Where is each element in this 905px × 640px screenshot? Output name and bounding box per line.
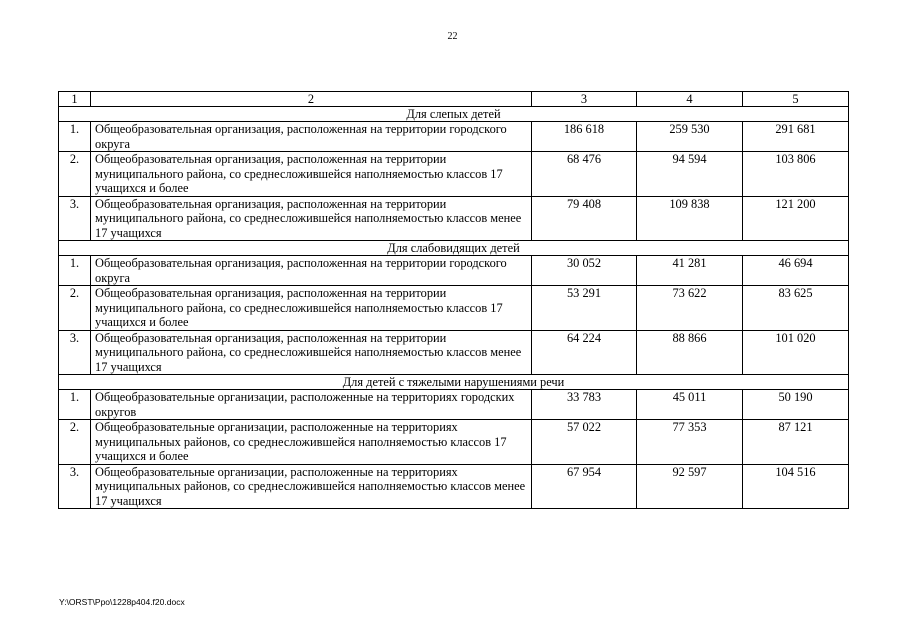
row-number: 2. (59, 420, 91, 465)
column-header: 3 (532, 92, 637, 107)
row-number: 1. (59, 390, 91, 420)
table-row (59, 196, 849, 241)
section-title: Для слабовидящих детей (59, 241, 849, 256)
page-number: 22 (447, 31, 458, 42)
column-header: 4 (637, 92, 743, 107)
row-value-col5: 50 190 (743, 390, 849, 420)
row-description: Общеобразовательные организации, расположенные на территориях муниципальных районов, со среднесложившейся наполняемостью классов 17 учащихся и более (91, 420, 532, 465)
row-number: 2. (59, 152, 91, 197)
table-row (59, 152, 849, 197)
row-number: 1. (59, 256, 91, 286)
row-number: 3. (59, 330, 91, 375)
row-value-col4: 259 530 (637, 122, 743, 152)
row-description: Общеобразовательная организация, расположенная на территории городского округа (91, 122, 532, 152)
table-row (59, 256, 849, 286)
row-value-col3: 53 291 (532, 286, 637, 331)
row-value-col4: 109 838 (637, 196, 743, 241)
row-value-col4: 92 597 (637, 464, 743, 509)
row-value-col4: 88 866 (637, 330, 743, 375)
row-value-col4: 77 353 (637, 420, 743, 465)
row-value-col5: 103 806 (743, 152, 849, 197)
column-header: 5 (743, 92, 849, 107)
row-value-col3: 33 783 (532, 390, 637, 420)
file-path-footer: Y:\ORST\Ppo\1228p404.f20.docx (59, 597, 185, 607)
section-title: Для слепых детей (59, 107, 849, 122)
table-row (59, 286, 849, 331)
row-value-col5: 87 121 (743, 420, 849, 465)
table-row (59, 420, 849, 465)
row-value-col4: 45 011 (637, 390, 743, 420)
row-description: Общеобразовательные организации, расположенные на территориях муниципальных районов, со среднесложившейся наполняемостью классов менее 17 учащихся (91, 464, 532, 509)
row-value-col5: 46 694 (743, 256, 849, 286)
row-value-col4: 73 622 (637, 286, 743, 331)
row-description: Общеобразовательная организация, расположенная на территории муниципального района, со среднесложившейся наполняемостью классов 17 учащихся и более (91, 152, 532, 197)
row-number: 3. (59, 196, 91, 241)
table-row (59, 390, 849, 420)
row-value-col3: 64 224 (532, 330, 637, 375)
table-row (59, 464, 849, 509)
row-description: Общеобразовательная организация, расположенная на территории муниципального района, со среднесложившейся наполняемостью классов менее 17 учащихся (91, 330, 532, 375)
row-value-col3: 186 618 (532, 122, 637, 152)
row-value-col3: 79 408 (532, 196, 637, 241)
tariff-table (58, 91, 849, 509)
row-value-col3: 30 052 (532, 256, 637, 286)
row-value-col5: 291 681 (743, 122, 849, 152)
section-title: Для детей с тяжелыми нарушениями речи (59, 375, 849, 390)
row-description: Общеобразовательные организации, расположенные на территориях городских округов (91, 390, 532, 420)
section-header-row (59, 107, 849, 122)
row-value-col5: 83 625 (743, 286, 849, 331)
row-number: 1. (59, 122, 91, 152)
table-header-row (59, 92, 849, 107)
table-row (59, 330, 849, 375)
row-value-col5: 101 020 (743, 330, 849, 375)
row-value-col3: 68 476 (532, 152, 637, 197)
row-value-col3: 57 022 (532, 420, 637, 465)
row-value-col4: 41 281 (637, 256, 743, 286)
table-row (59, 122, 849, 152)
section-header-row (59, 375, 849, 390)
column-header: 2 (91, 92, 532, 107)
row-number: 2. (59, 286, 91, 331)
row-value-col4: 94 594 (637, 152, 743, 197)
row-value-col3: 67 954 (532, 464, 637, 509)
row-number: 3. (59, 464, 91, 509)
row-description: Общеобразовательная организация, расположенная на территории муниципального района, со среднесложившейся наполняемостью классов менее 17 учащихся (91, 196, 532, 241)
row-description: Общеобразовательная организация, расположенная на территории городского округа (91, 256, 532, 286)
column-header: 1 (59, 92, 91, 107)
section-header-row (59, 241, 849, 256)
row-value-col5: 104 516 (743, 464, 849, 509)
row-description: Общеобразовательная организация, расположенная на территории муниципального района, со среднесложившейся наполняемостью классов 17 учащихся и более (91, 286, 532, 331)
row-value-col5: 121 200 (743, 196, 849, 241)
